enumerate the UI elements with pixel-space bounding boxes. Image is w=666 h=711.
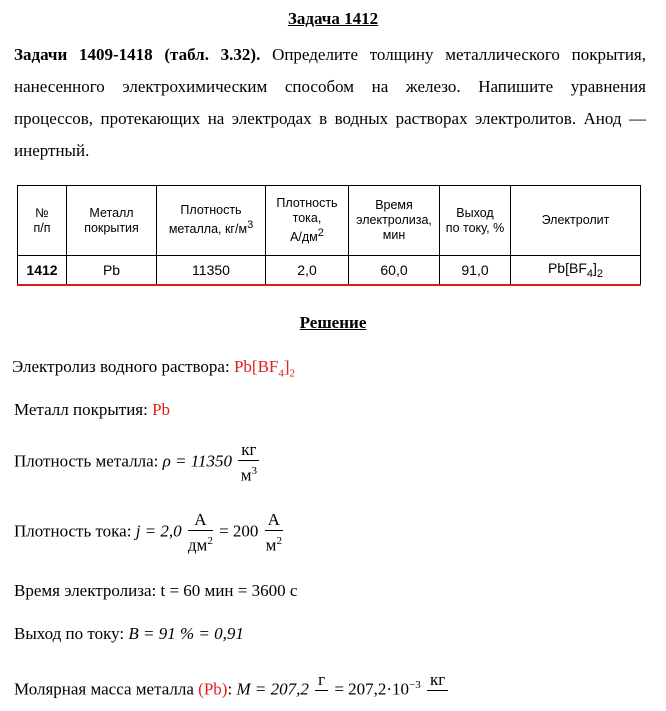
col-time: Время электролиза, мин [349, 186, 440, 256]
line-metal: Металл покрытия: Pb [14, 400, 171, 419]
cell-num: 1412 [18, 256, 67, 286]
cell-density: 11350 [157, 256, 266, 286]
col-electrolyte: Электролит [511, 186, 641, 256]
line-molar-mass: Молярная масса металла (Pb): M = 207,2 г = $207,2\cdot 10^{-3}$ кг [14, 670, 450, 711]
task-reference: Задачи 1409-1418 (табл. 3.32). [14, 45, 261, 64]
cell-metal: Pb [67, 256, 157, 286]
col-num: № п/п [18, 186, 67, 256]
task-statement [14, 39, 646, 167]
task-title: Задача 1412 [287, 9, 379, 28]
cell-time: 60,0 [349, 256, 440, 286]
cell-electrolyte: $Pb[BF_4]_2$ [511, 256, 641, 286]
col-density: Плотность металла, $кг/м^3$ [157, 186, 266, 256]
solution-title: Решение [299, 313, 367, 332]
line-density: Плотность металла: ρ = 11350 $\frac{кг}{м^3}$ [14, 440, 261, 486]
line-electrolysis: Электролиз водного раствора: $Pb[BF_4]_2$ [12, 357, 296, 380]
col-yield: Выход по току, % [440, 186, 511, 256]
table-header-row [18, 186, 641, 256]
line-time: Время электролиза: t = 60 мин = 3600 с [14, 581, 298, 600]
task-text: Определите толщину металлического покрытия, нанесенного электрохимическим способом на железо. Напишите уравнения процессов, протекающих на электродах в водных растворах электролитов. Анод — инертный. [14, 45, 646, 160]
col-current: Плотность тока, $А/дм^2$ [266, 186, 349, 256]
line-yield: Выход по току: B = 91 % = 0,91 [14, 624, 244, 643]
table-row [18, 256, 641, 286]
line-current: Плотность тока: j = 2,0 $\frac{А}{дм^2}$ = 200 $\frac{А}{м^2}$ [14, 510, 282, 555]
cell-current: 2,0 [266, 256, 349, 286]
cell-yield: 91,0 [440, 256, 511, 286]
col-metal: Металл покрытия [67, 186, 157, 256]
parameters-table [17, 185, 641, 286]
